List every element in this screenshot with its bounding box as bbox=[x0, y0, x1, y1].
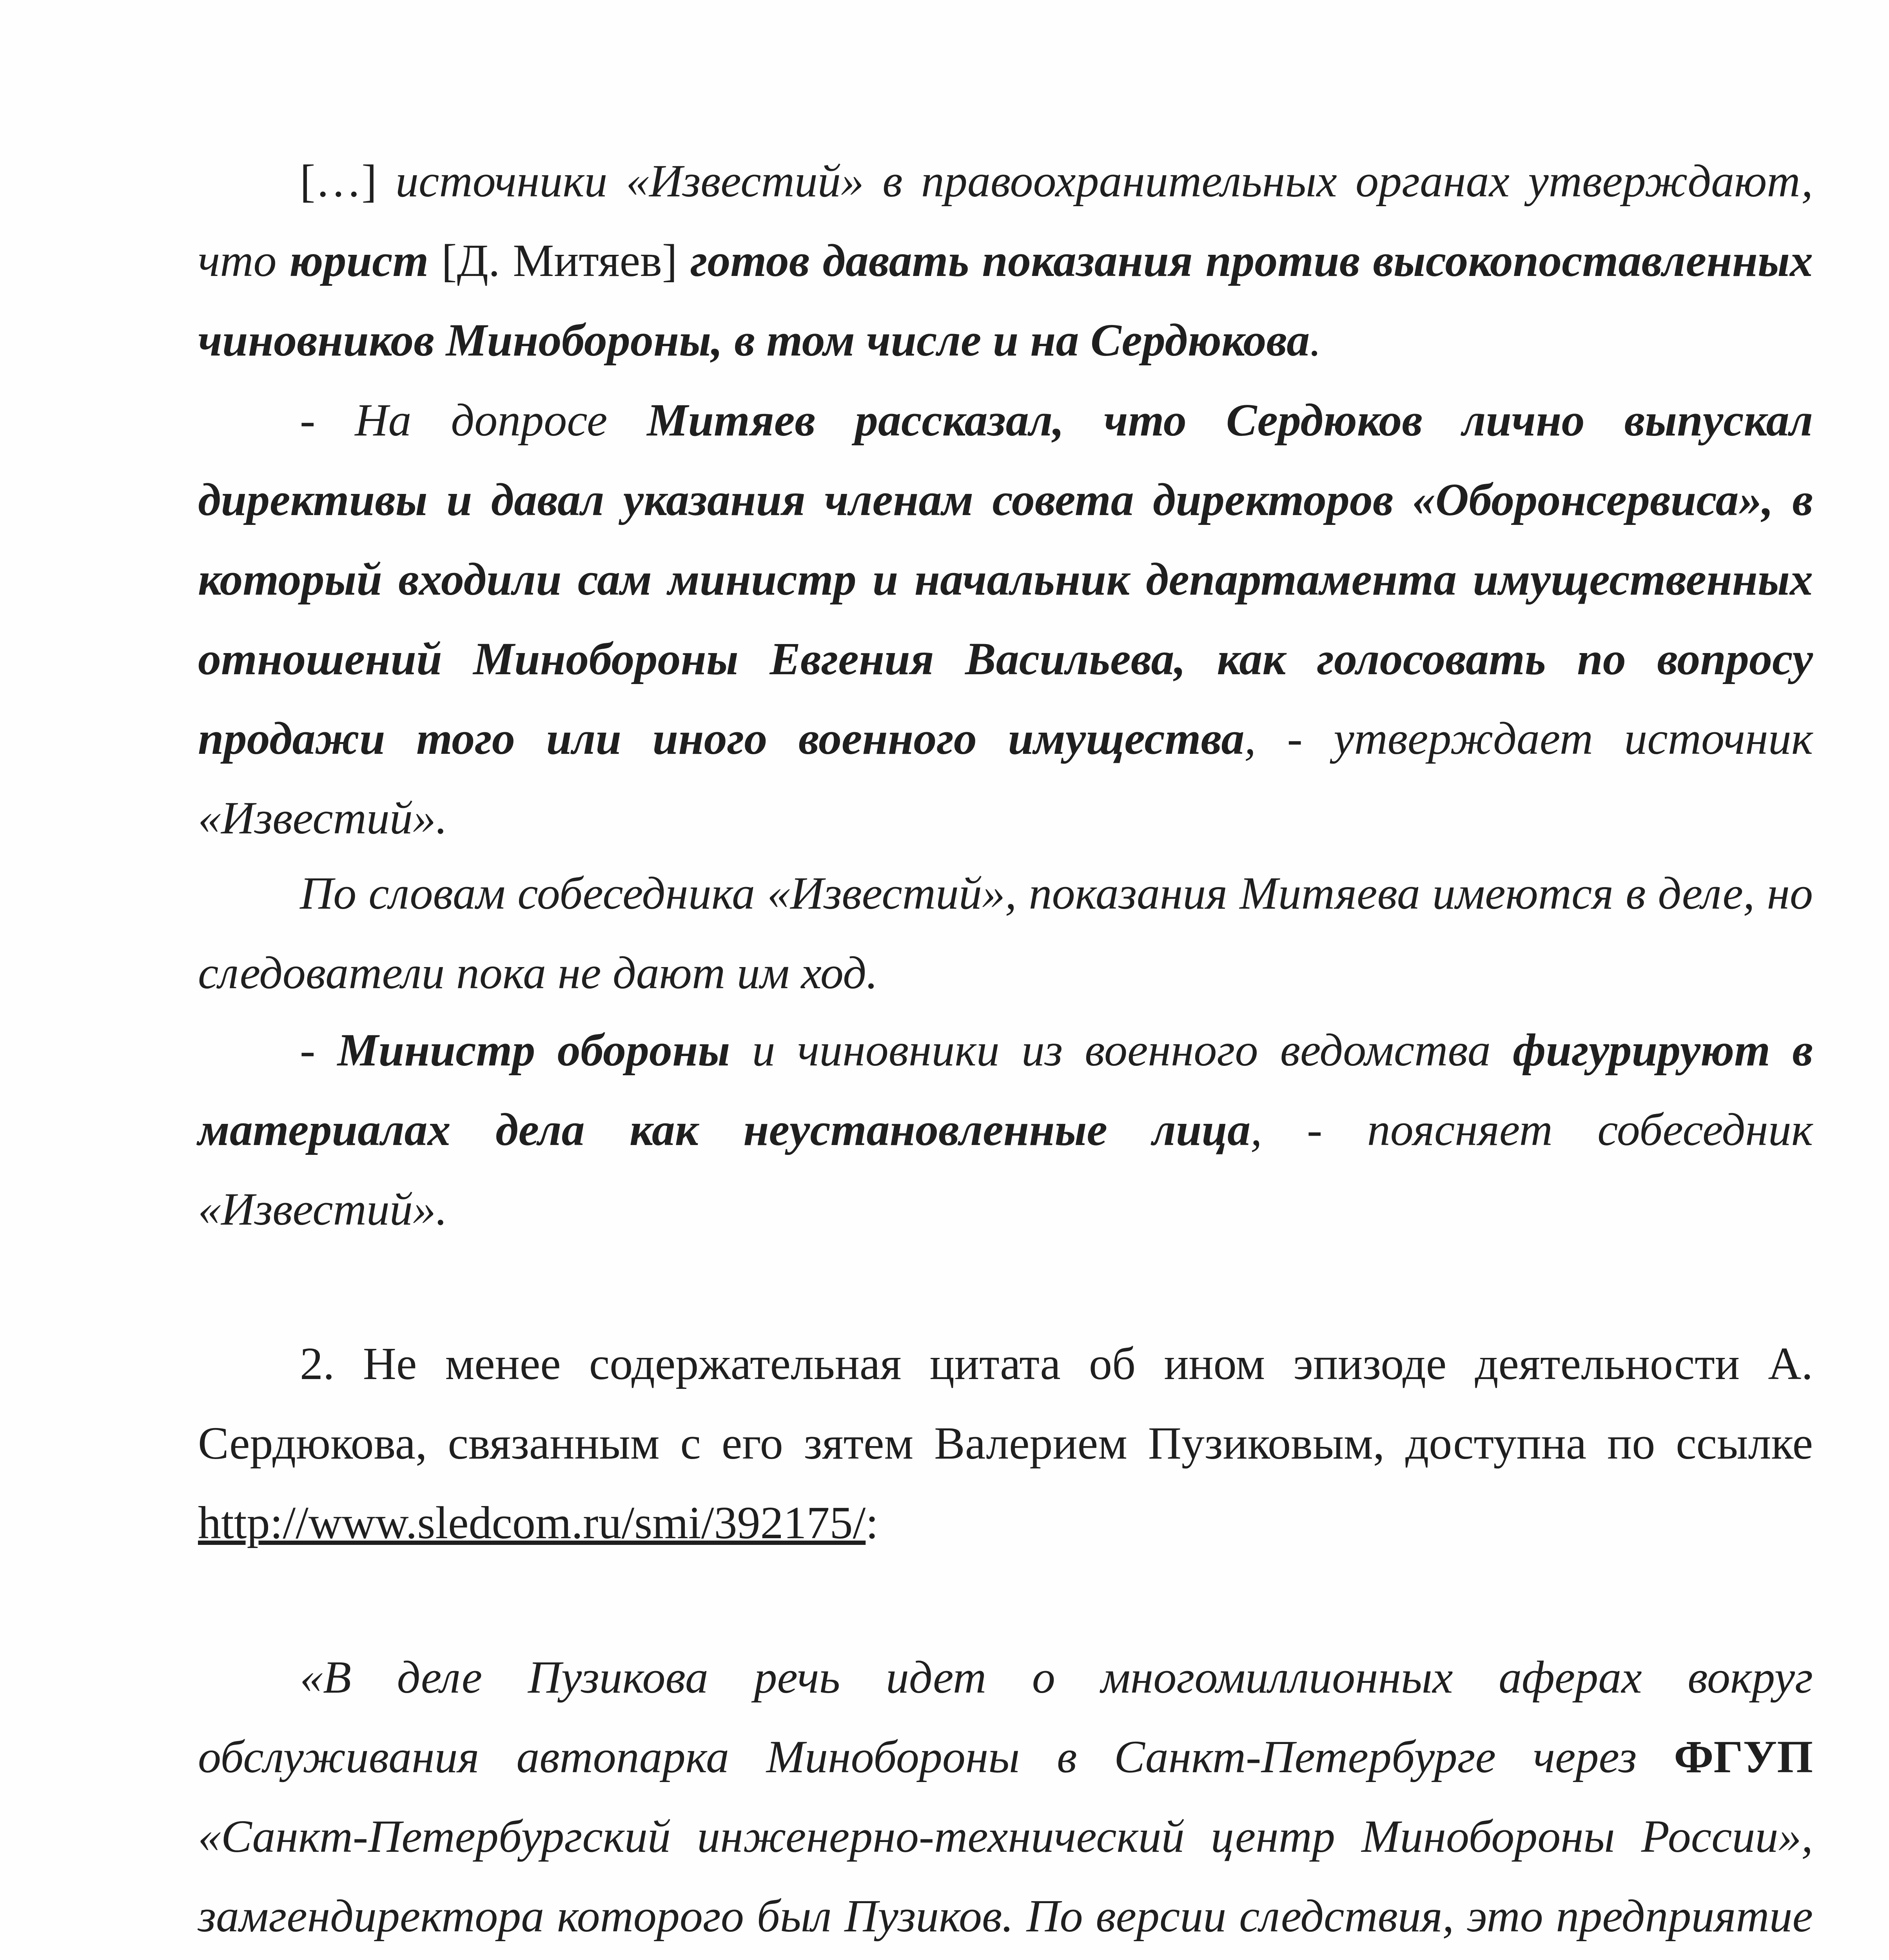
paragraph-text: источники «Известий» в правоохранительных органах утверждают, что bbox=[198, 155, 1813, 286]
emphasis-text: фигурируют в материалах дела как неустановленные лица bbox=[198, 1024, 1813, 1155]
paragraph-text: 2. Не менее содержательная цитата об ином эпизоде деятельности А. Сердюкова, связанным с его зятем Валерием Пузиковым, доступна по ссылке bbox=[198, 1338, 1813, 1469]
paragraph-minister bbox=[198, 1010, 1813, 1249]
paragraph-quote-intro bbox=[198, 141, 1813, 380]
emphasis-text: Министр обороны bbox=[337, 1024, 730, 1076]
paragraph-puzikov-quote bbox=[198, 1637, 1813, 1960]
paragraph-text: . bbox=[1310, 314, 1321, 366]
paragraph-text: и чиновники из военного ведомства bbox=[730, 1024, 1513, 1076]
paragraph-text: - На допросе bbox=[300, 394, 647, 446]
emphasis-text: ФГУП bbox=[1674, 1731, 1813, 1782]
paragraph-text: «В деле Пузикова речь идет о многомиллионных аферах вокруг обслуживания автопарка Минобороны в Санкт-Петербурге через bbox=[198, 1651, 1813, 1782]
paragraph-testimony bbox=[198, 853, 1813, 1013]
paragraph-interrogation bbox=[198, 380, 1813, 858]
paragraph-text: По словам собеседника «Известий», показания Митяева имеются в деле, но следователи пока не дают им ход. bbox=[198, 867, 1813, 998]
emphasis-text: юрист bbox=[289, 235, 429, 286]
emphasis-text: Митяев рассказал, что Сердюков лично выпускал директивы и давал указания членам совета директоров «Оборонсервиса», в который входили сам министр и начальник департамента имущественных отношений Минобороны Евгения Васильева, как голосовать по вопросу продажи того или иного военного имущества bbox=[198, 394, 1813, 764]
paragraph-text: «Санкт-Петербургский инженерно-технический центр Минобороны России», замгендиректора которого был Пузиков. По версии следствия, это предприятие bbox=[198, 1811, 1813, 1942]
paragraph-text: , - поясняет собеседник «Известий». bbox=[198, 1104, 1813, 1235]
paragraph-point-2 bbox=[198, 1324, 1813, 1563]
bracket-name: [Д. Митяев] bbox=[428, 235, 690, 286]
paragraph-text: - bbox=[300, 1024, 338, 1076]
emphasis-text: готов давать показания против высокопоставленных чиновников Минобороны, в том числе и на Сердюкова bbox=[198, 235, 1813, 366]
ellipsis-bracket: […] bbox=[300, 155, 377, 207]
paragraph-text: : bbox=[866, 1497, 879, 1548]
paragraph-text: , - утверждает источник «Известий». bbox=[198, 713, 1813, 844]
source-link[interactable]: http://www.sledcom.ru/smi/392175/ bbox=[198, 1497, 866, 1548]
